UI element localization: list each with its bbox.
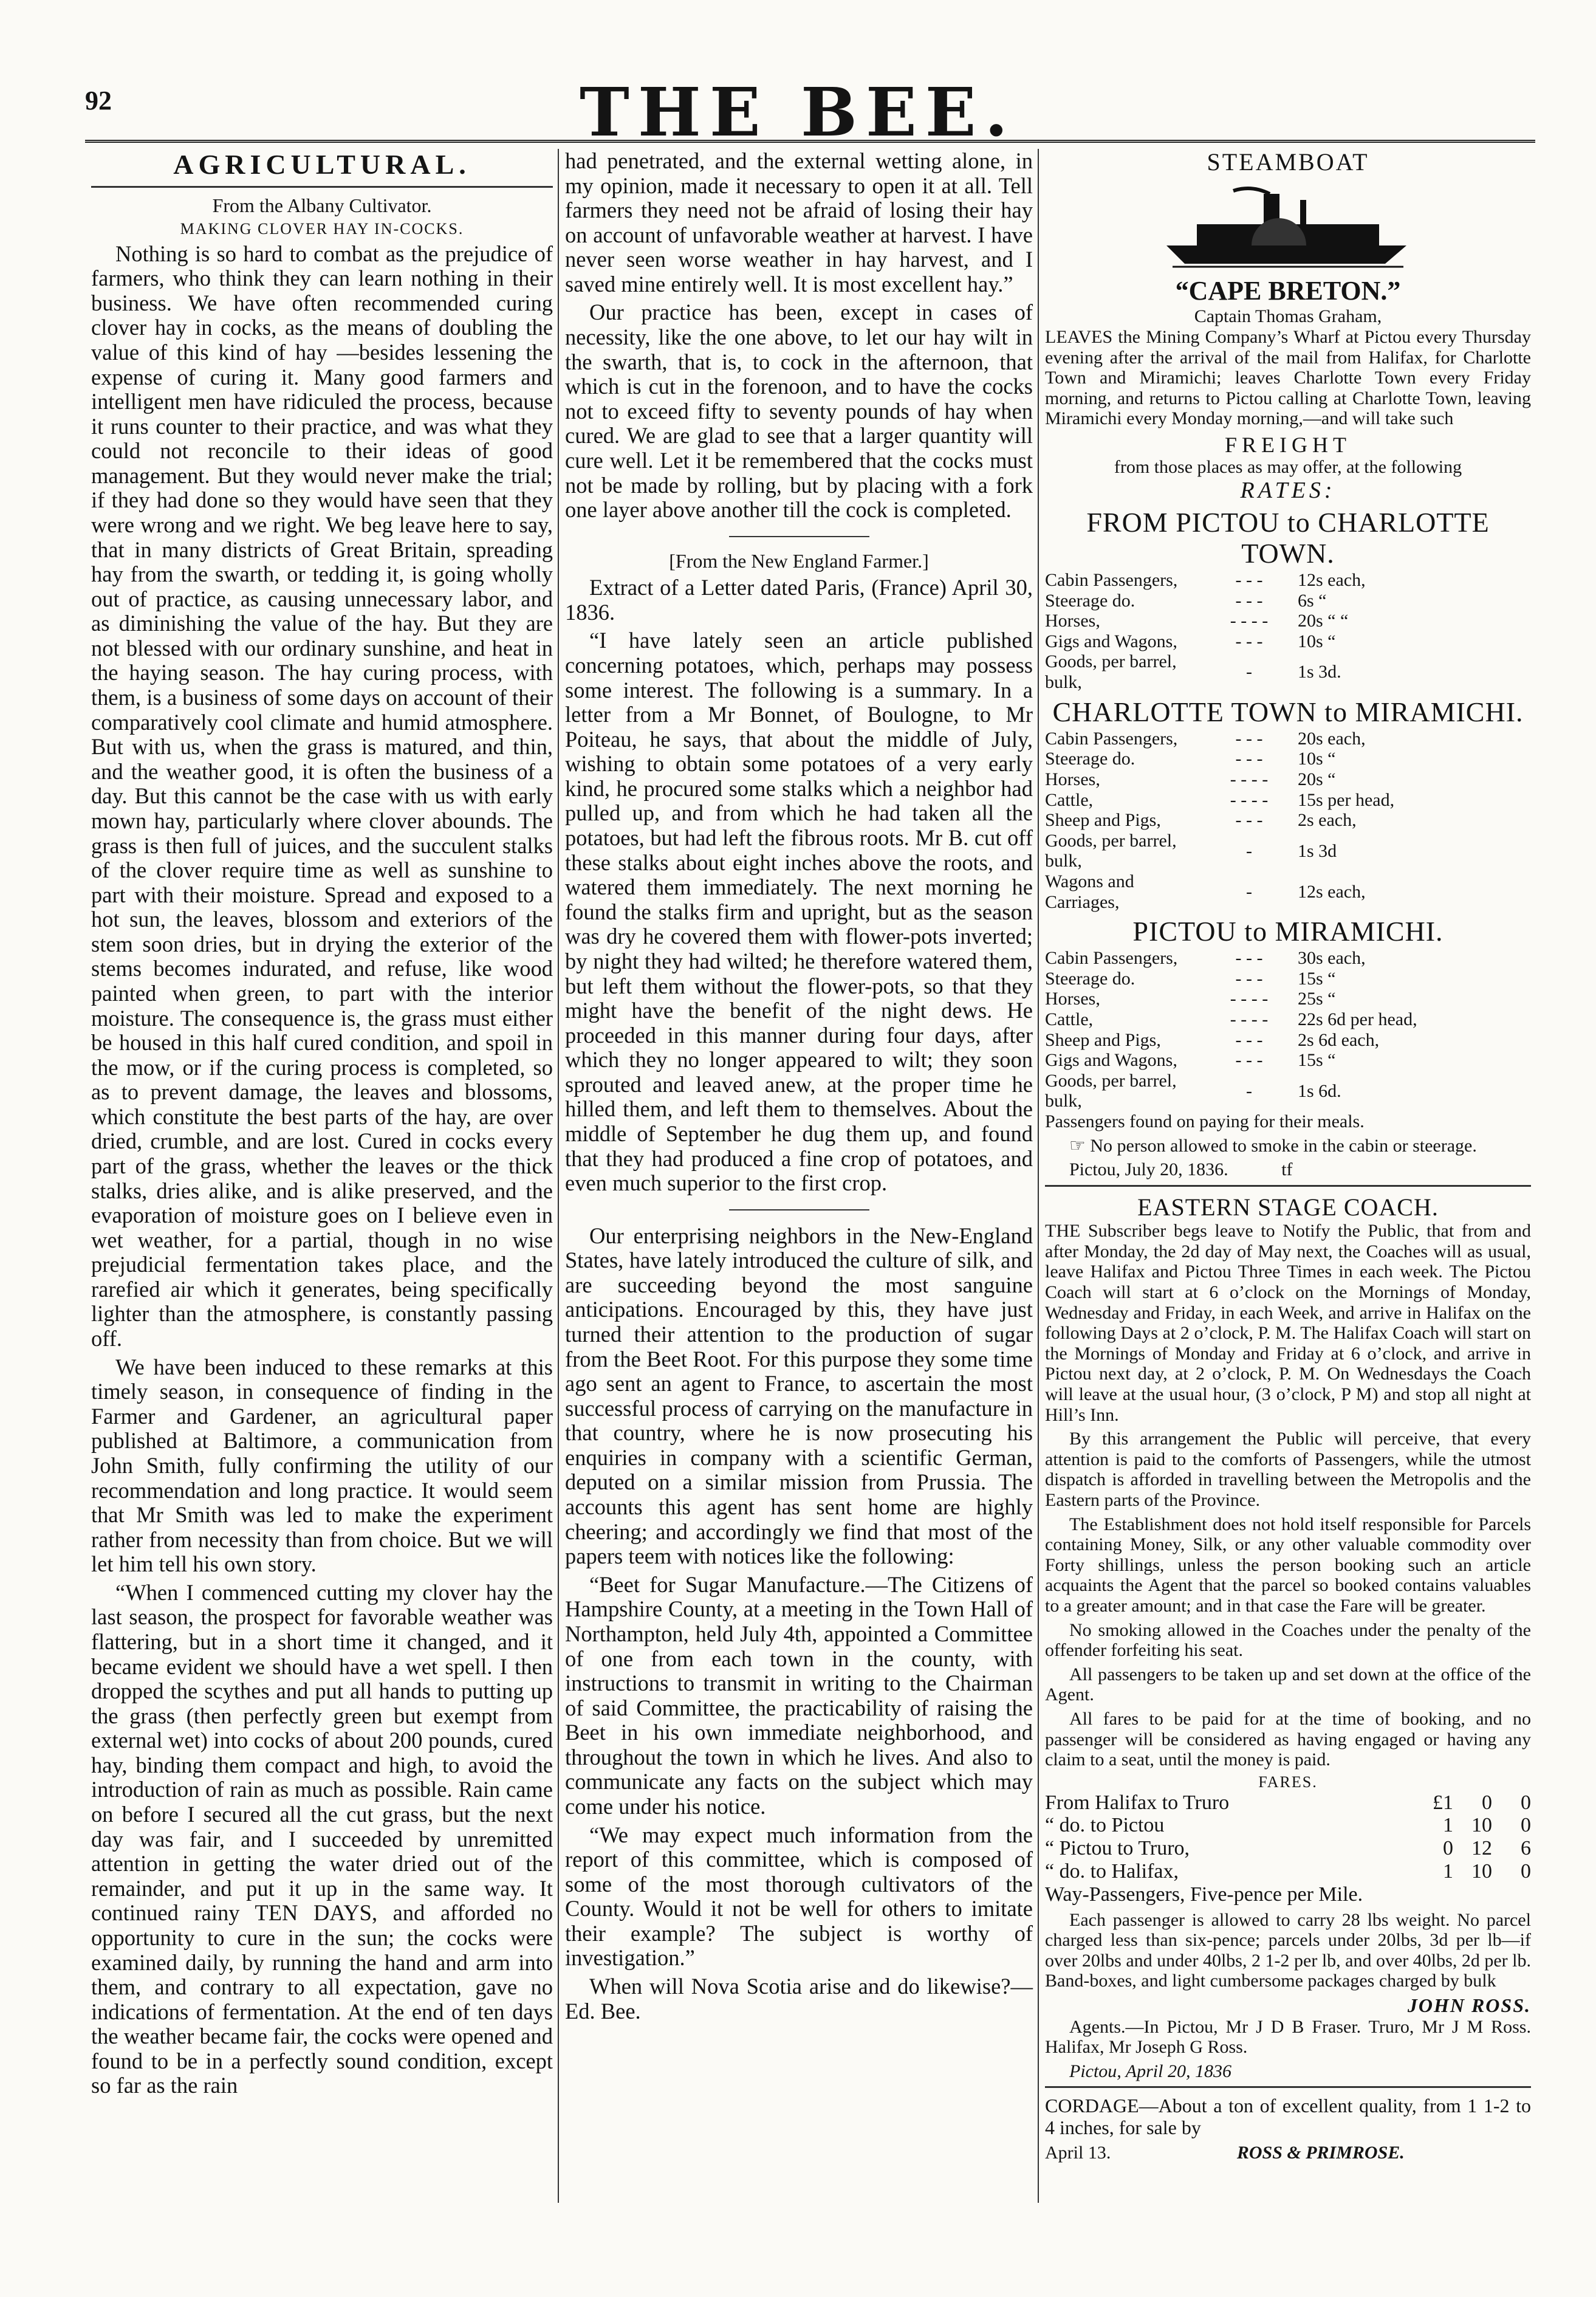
rate-row bbox=[1045, 790, 1531, 811]
rate-value: 30s each, bbox=[1298, 948, 1366, 969]
rate-label: Cabin Passengers, bbox=[1045, 948, 1178, 969]
rate-value: 1s 3d bbox=[1298, 840, 1337, 861]
fare-pence: 6 bbox=[1521, 1837, 1531, 1860]
rate-table bbox=[1045, 570, 1531, 693]
rate-label: Wagons and Carriages, bbox=[1045, 871, 1134, 912]
rate-dashes: - - - - bbox=[1230, 769, 1269, 789]
fare-shillings: 10 bbox=[1471, 1860, 1492, 1883]
ship-name: “CAPE BRETON.” bbox=[1175, 276, 1401, 306]
rate-value: 15s “ bbox=[1298, 1050, 1336, 1071]
stage-paragraph: All passengers to be taken up and set down at the office of the Agent. bbox=[1045, 1664, 1531, 1705]
rate-dashes: - - - bbox=[1235, 728, 1263, 749]
article-subtitle: MAKING CLOVER HAY IN-COCKS. bbox=[180, 219, 464, 238]
steamboat-heading: STEAMBOAT bbox=[1207, 148, 1369, 176]
divider bbox=[91, 186, 553, 188]
rate-value: 12s each, bbox=[1298, 570, 1366, 591]
rate-row bbox=[1045, 831, 1531, 871]
stage-paragraph: By this arrangement the Public will perceive, that every attention is paid to the comforts of Passengers, while the utmost dispatch is afforded in travelling between the Metropolis and the Eastern parts of the Province. bbox=[1045, 1429, 1531, 1511]
stage-coach-heading: EASTERN STAGE COACH. bbox=[1137, 1193, 1439, 1221]
way-passengers-note: Way-Passengers, Five-pence per Mile. bbox=[1045, 1883, 1363, 1906]
page-number: 92 bbox=[85, 86, 112, 115]
fare-pounds: 1 bbox=[1443, 1860, 1453, 1883]
source-line: From the Albany Cultivator. bbox=[212, 194, 432, 217]
column-divider bbox=[558, 149, 559, 2203]
fare-row bbox=[1045, 1791, 1531, 1815]
rate-label: Steerage do. bbox=[1045, 749, 1135, 769]
stage-paragraph: The Establishment does not hold itself responsible for Parcels containing Money, Silk, or any other valuable commodity over Forty shillings, unless the person booking such an article acquaints the Agent that the parcel so booked contains valuables to a greater amount; and in that case the Fare will be greater. bbox=[1045, 1514, 1531, 1616]
rate-route bbox=[1045, 916, 1531, 1111]
rate-row bbox=[1045, 989, 1531, 1009]
rate-dashes: - - - bbox=[1235, 1029, 1263, 1050]
rate-dashes: - bbox=[1246, 881, 1252, 902]
rate-label: Steerage do. bbox=[1045, 590, 1135, 611]
rate-value: 22s 6d per head, bbox=[1298, 1009, 1417, 1030]
rate-dashes: - - - - bbox=[1230, 989, 1269, 1009]
rate-row bbox=[1045, 1071, 1531, 1111]
cordage-signature: ROSS & PRIMROSE. bbox=[1236, 2143, 1405, 2163]
rate-row bbox=[1045, 729, 1531, 749]
rate-value: 20s “ bbox=[1298, 769, 1336, 789]
tf-mark: tf bbox=[1281, 1159, 1293, 1180]
fare-row bbox=[1045, 1837, 1531, 1860]
rate-value: 12s each, bbox=[1298, 881, 1366, 902]
stage-dateline: Pictou, April 20, 1836 bbox=[1069, 2061, 1231, 2081]
article-paragraph: We have been induced to these remarks at this timely season, in consequence of finding in the Farmer and Gardener, an agricultural paper published at Baltimore, a communication from John Smith, fully confirming the utility of our recommendation and long practice. It would seem that Mr Smith was led to make the experiment rather from necessity than from choice. But we will let him tell his own story. bbox=[91, 1354, 553, 1577]
column-agricultural bbox=[91, 149, 553, 2102]
rate-dashes: - bbox=[1246, 662, 1252, 682]
article-paragraph: Nothing is so hard to combat as the prejudice of farmers, who think they can learn nothing in their business. We have often recommended curing clover hay in cocks, as the means of doubling the value of this kind of hay —besides lessening the expense of curing it. Many good farmers and intelligent men have ridiculed the process, because it runs counter to their practice, and was what they could not reconcile to their ideas of good management. But they would never make the trial; if they had done so they would have seen that they were wrong and we right. We beg leave here to say, that in many districts of Great Britain, spreading hay from the swarth, or tedding it, is going wholly out of practice, as causing unnecessary labor, and as diminishing the value of the hay. But they are not blessed with our ordinary sunshine, and heat in the haying season. The hay curing process, with them, is a business of some days on account of their comparatively cool climate and humid atmosphere. But with us, when the grass is matured, and thin, and the weather good, it is often the business of a day. But this cannot be the case with us with early mown hay, particularly where clover abounds. The grass is then full of juices, and the succulent stalks of the clover require time as well as sunshine to part with their moisture. Spread and exposed to a hot sun, the leaves, blossom and exteriors of the stem soon dries, but in drying the exterior of the stems becomes indurated, and refuse, like wood painted when green, to part with the interior moisture. The consequence is, the grass must either be housed in this half cured condition, and spoil in the mow, or if the curing process is completed, so as to prevent damage, the leaves and blossoms, which constitute the best parts of the hay, are over dried, crumble, and are lost. Cured in cocks every part of the grass, whether the leaves or the thick stalks, dries alike, and is alike preserved, and the evaporation of moisture goes on I believe even in wet weather, for a partial, though in no wise prejudicial fermentation takes place, and the rarefied air which it generates, being specifically lighter than the atmosphere, is constantly passing off. bbox=[91, 241, 553, 1351]
rate-label: Horses, bbox=[1045, 611, 1100, 631]
fare-shillings: 12 bbox=[1471, 1837, 1492, 1860]
rates-heading: RATES: bbox=[1240, 477, 1336, 503]
smoking-note: ☞ No person allowed to smoke in the cabin or steerage. bbox=[1069, 1135, 1477, 1156]
fare-route: From Halifax to Truro bbox=[1045, 1791, 1230, 1814]
fare-pounds: 0 bbox=[1443, 1837, 1453, 1860]
rate-dashes: - - - - bbox=[1230, 789, 1269, 810]
fare-shillings: 10 bbox=[1471, 1814, 1492, 1837]
rate-dashes: - - - bbox=[1235, 590, 1263, 611]
stage-paragraph: No smoking allowed in the Coaches under the penalty of the offender forfeiting his seat. bbox=[1045, 1619, 1531, 1661]
rate-table bbox=[1045, 729, 1531, 912]
rate-label: Sheep and Pigs, bbox=[1045, 1029, 1161, 1050]
rate-label: Goods, per barrel, bulk, bbox=[1045, 830, 1177, 871]
rate-value: 2s each, bbox=[1298, 810, 1357, 831]
fare-pence: 0 bbox=[1521, 1814, 1531, 1837]
divider bbox=[1045, 1185, 1531, 1187]
rate-value: 1s 6d. bbox=[1298, 1080, 1341, 1101]
rate-dashes: - - - bbox=[1235, 948, 1263, 969]
letter-heading: Extract of a Letter dated Paris, (France) April 30, 1836. bbox=[565, 575, 1033, 625]
article-paragraph: “We may expect much information from the report of this committee, which is composed of some of the most thorough cultivators of the County. Would it not be well for others to imitate their example? The subject is worthy of investigation.” bbox=[565, 1822, 1033, 1971]
ad-dateline bbox=[1045, 1159, 1531, 1180]
rate-value: 25s “ bbox=[1298, 989, 1336, 1009]
rate-table bbox=[1045, 948, 1531, 1111]
rate-dashes: - - - bbox=[1235, 968, 1263, 989]
rate-row bbox=[1045, 611, 1531, 631]
rate-label: Sheep and Pigs, bbox=[1045, 810, 1161, 831]
source-line: [From the New England Farmer.] bbox=[669, 549, 929, 572]
fare-row bbox=[1045, 1860, 1531, 1883]
fare-pence: 0 bbox=[1521, 1860, 1531, 1883]
rate-route bbox=[1045, 696, 1531, 912]
article-paragraph: had penetrated, and the external wetting alone, in my opinion, made it necessary to open it at all. Tell farmers they need not be afraid of losing their hay on account of unfavorable weather at harvest. I have never seen worse weather in hay harvest, and I saved mine entirely well. It is most excellent hay.” bbox=[565, 148, 1033, 297]
rate-row bbox=[1045, 631, 1531, 652]
rate-dashes: - - - bbox=[1235, 810, 1263, 831]
rate-dashes: - - - bbox=[1235, 1050, 1263, 1071]
meals-note: Passengers found on paying for their meals. bbox=[1045, 1111, 1365, 1132]
rate-row bbox=[1045, 1030, 1531, 1051]
rate-row bbox=[1045, 591, 1531, 611]
fare-pounds: 1 bbox=[1443, 1814, 1453, 1837]
rate-row bbox=[1045, 948, 1531, 969]
rate-dashes: - - - - bbox=[1230, 1009, 1269, 1030]
article-paragraph: When will Nova Scotia arise and do likewise?—Ed. Bee. bbox=[565, 1974, 1033, 2024]
cordage-footer bbox=[1045, 2143, 1531, 2163]
fare-route: “ do. to Halifax, bbox=[1045, 1860, 1179, 1883]
rate-row bbox=[1045, 769, 1531, 790]
rate-value: 20s “ “ bbox=[1298, 611, 1349, 631]
rate-row bbox=[1045, 1009, 1531, 1030]
masthead-rule bbox=[85, 140, 1535, 146]
rate-value: 15s per head, bbox=[1298, 789, 1395, 810]
fare-route: “ do. to Pictou bbox=[1045, 1814, 1165, 1837]
fare-pounds: £1 bbox=[1433, 1791, 1453, 1814]
rate-label: Horses, bbox=[1045, 989, 1100, 1009]
article-paragraph: Our enterprising neighbors in the New-England States, have lately introduced the culture of silk, and are succeeding beyond the most sanguine anticipations. Encouraged by this, they have just turned their attention to the production of sugar from the Beet Root. For this purpose they some time ago sent an agent to France, to ascertain the most successful process of carrying on the manufacture in that country, where he is now prosecuting his enquiries in company with a scientific German, deputed on a similar mission from Prussia. The accounts this agent has sent home are highly cheering; and accordingly we find that most of the papers teem with notices like the following: bbox=[565, 1223, 1033, 1569]
rate-route bbox=[1045, 507, 1531, 693]
rate-value: 10s “ bbox=[1298, 749, 1336, 769]
rate-row bbox=[1045, 651, 1531, 692]
rate-row bbox=[1045, 570, 1531, 591]
rate-label: Gigs and Wagons, bbox=[1045, 631, 1177, 651]
captain-line: Captain Thomas Graham, bbox=[1194, 306, 1382, 327]
column-divider bbox=[1038, 149, 1039, 2203]
rate-value: 1s 3d. bbox=[1298, 662, 1341, 682]
article-paragraph: “Beet for Sugar Manufacture.—The Citizens of Hampshire County, at a meeting in the Town Hall of Northampton, held July 4th, appointed a Committee of one from each town in the county, with instructions to transmit in writing to the Chairman of said Committee, the practicability of raising the Beet in his own immediate neighborhood, and throughout the town in which he lives. And also to communicate any facts on the subject which may come under his notice. bbox=[565, 1571, 1033, 1819]
fare-shillings: 0 bbox=[1482, 1791, 1492, 1814]
rate-label: Cabin Passengers, bbox=[1045, 570, 1178, 591]
column-middle bbox=[565, 149, 1033, 2027]
steamboat-schedule: LEAVES the Mining Company’s Wharf at Pictou every Thursday evening after the arrival of the mail from Halifax, for Charlotte Town and Miramichi; leaves Charlotte Town every Friday morning, and returns to Pictou calling at Charlotte Town, leaving Miramichi every Monday morning,—and will take such bbox=[1045, 326, 1531, 429]
fares-heading: FARES. bbox=[1258, 1773, 1318, 1791]
rate-value: 20s each, bbox=[1298, 728, 1366, 749]
rate-dashes: - bbox=[1246, 1080, 1252, 1101]
cordage-ad: CORDAGE—About a ton of excellent quality, from 1 1-2 to 4 inches, for sale by bbox=[1045, 2095, 1531, 2139]
rate-label: Cattle, bbox=[1045, 789, 1094, 810]
rate-value: 2s 6d each, bbox=[1298, 1029, 1380, 1050]
rate-dashes: - - - bbox=[1235, 631, 1263, 651]
article-paragraph: “I have lately seen an article published concerning potatoes, which, perhaps may possess some interest. The following is a summary. In a letter from a Mr Bonnet, of Boulogne, to Mr Poiteau, he says, that about the middle of July, wishing to obtain some potatoes of a very early kind, he procured some stalks which a neighbor had pulled up, and from which he had taken all the potatoes, but had left the fibrous roots. Mr B. cut off these stalks about eight inches above the roots, and watered them immediately. The next morning he found the stalks firm and upright, but as the season was dry he covered them with flower-pots inverted; by night they had wilted; he therefore watered them, but left them without the flower-pots, so that they might have the benefit of the night dews. He proceeded in this manner during four days, after which they no longer appeared to wilt; they soon sprouted and leaved anew, at the proper time he hilled them, and left them to themselves. About the middle of September he dug them up, and found that they had produced a fine crop of potatoes, and even much superior to the first crop. bbox=[565, 628, 1033, 1196]
rate-row bbox=[1045, 1050, 1531, 1071]
divider bbox=[1045, 2086, 1531, 2088]
rate-value: 10s “ bbox=[1298, 631, 1336, 651]
fare-row bbox=[1045, 1814, 1531, 1837]
column-advertisements bbox=[1045, 149, 1531, 2167]
rate-label: Horses, bbox=[1045, 769, 1100, 789]
luggage-note: Each passenger is allowed to carry 28 lbs weight. No parcel charged less than six-pence; parcels under 20lbs, 3d per lb—if over 20lbs and under 40lbs, 2 1-2 per lb, and over 40lbs, 2d per lb. Band-boxes, and light cumbersome packages charged by bulk bbox=[1045, 1909, 1531, 1991]
cordage-date: April 13. bbox=[1045, 2143, 1111, 2163]
fare-pence: 0 bbox=[1521, 1791, 1531, 1814]
stage-paragraph: All fares to be paid for at the time of booking, and no passenger will be considered as having engaged or having any claim to a seat, until the money is paid. bbox=[1045, 1708, 1531, 1770]
signature: JOHN ROSS. bbox=[1407, 1994, 1531, 2016]
rate-label: Goods, per barrel, bulk, bbox=[1045, 1070, 1177, 1111]
divider bbox=[729, 536, 869, 537]
article-paragraph: Our practice has been, except in cases of necessity, like the one above, to let our hay wilt in the swarth, that is, to cock in the afternoon, that which is cut in the forenoon, and to have the cocks not to exceed fifty to seventy pounds of hay when cured. We are glad to see that a larger quantity will cure well. Let it be remembered that the cocks must not be made by rolling, but by placing with a fork one layer above another till the cock is completed. bbox=[565, 300, 1033, 523]
fares-table bbox=[1045, 1791, 1531, 1883]
rate-dashes: - bbox=[1246, 840, 1252, 861]
rate-dashes: - - - bbox=[1235, 570, 1263, 591]
agents-list: Agents.—In Pictou, Mr J D B Fraser. Truro, Mr J M Ross. Halifax, Mr Joseph G Ross. bbox=[1045, 2016, 1531, 2058]
rate-row bbox=[1045, 749, 1531, 769]
rate-row bbox=[1045, 969, 1531, 989]
rate-label: Cattle, bbox=[1045, 1009, 1094, 1030]
masthead-title: THE BEE. bbox=[580, 73, 1016, 151]
rate-dashes: - - - - bbox=[1230, 611, 1269, 631]
freight-subheading: from those places as may offer, at the following bbox=[1114, 456, 1462, 477]
section-title: AGRICULTURAL. bbox=[173, 149, 471, 180]
rate-dashes: - - - bbox=[1235, 749, 1263, 769]
rate-value: 15s “ bbox=[1298, 968, 1336, 989]
route-title: CHARLOTTE TOWN to MIRAMICHI. bbox=[1052, 696, 1524, 727]
rate-row bbox=[1045, 810, 1531, 831]
stage-paragraph: THE Subscriber begs leave to Notify the Public, that from and after Monday, the 2d day of May next, the Coaches will as usual, leave Halifax and Pictou Three Times in each week. The Pictou Coach will start at 6 o’clock on the Mornings of Monday, Wednesday and Friday, in each Week, and arrive in Halifax on the following Days at 2 o’clock, P. M. The Halifax Coach will start on the Mornings of Monday and Friday at 6 o’clock, and arrive in Pictou next day, at 2 o’clock, P. M. On Wednesdays the Coach will leave at the usual hour, (3 o’clock, P M) and stop all night at Hill’s Inn. bbox=[1045, 1221, 1531, 1425]
article-paragraph: “When I commenced cutting my clover hay the last season, the prospect for favorable weather was flattering, but in a short time it changed, and it became evident we should have a wet spell. I then dropped the scythes and put all hands to putting up the grass (then perfectly green but exempt from external wet) into cocks of about 200 pounds, cured hay, binding them compact and high, to avoid the introduction of rain as much as possible. Rain came on before I secured all the cut grass, but the next day was fair, and I succeeded by unremitted attention in getting the water dried out of the remainder, and put it up in the same way. It continued rainy TEN DAYS, and afforded no opportunity to cure in the sun; the cocks were examined daily, by running the hand and arm into them, and contrary to all expectation, gave no indications of fermentation. At the end of ten days the weather became fair, the cocks were opened and found to be in a perfectly sound condition, except so far as the rain bbox=[91, 1579, 553, 2098]
divider bbox=[729, 1209, 869, 1210]
freight-heading: FREIGHT bbox=[1225, 432, 1351, 457]
route-title: PICTOU to MIRAMICHI. bbox=[1132, 916, 1444, 947]
steamboat-icon bbox=[1160, 182, 1416, 273]
rate-label: Gigs and Wagons, bbox=[1045, 1050, 1177, 1071]
rate-label: Cabin Passengers, bbox=[1045, 728, 1178, 749]
fare-route: “ Pictou to Truro, bbox=[1045, 1837, 1190, 1860]
rate-value: 6s “ bbox=[1298, 590, 1327, 611]
ad-date: Pictou, July 20, 1836. bbox=[1069, 1159, 1228, 1180]
route-title: FROM PICTOU to CHARLOTTE TOWN. bbox=[1086, 506, 1490, 569]
rate-label: Goods, per barrel, bulk, bbox=[1045, 651, 1177, 693]
rate-row bbox=[1045, 871, 1531, 912]
rate-label: Steerage do. bbox=[1045, 968, 1135, 989]
